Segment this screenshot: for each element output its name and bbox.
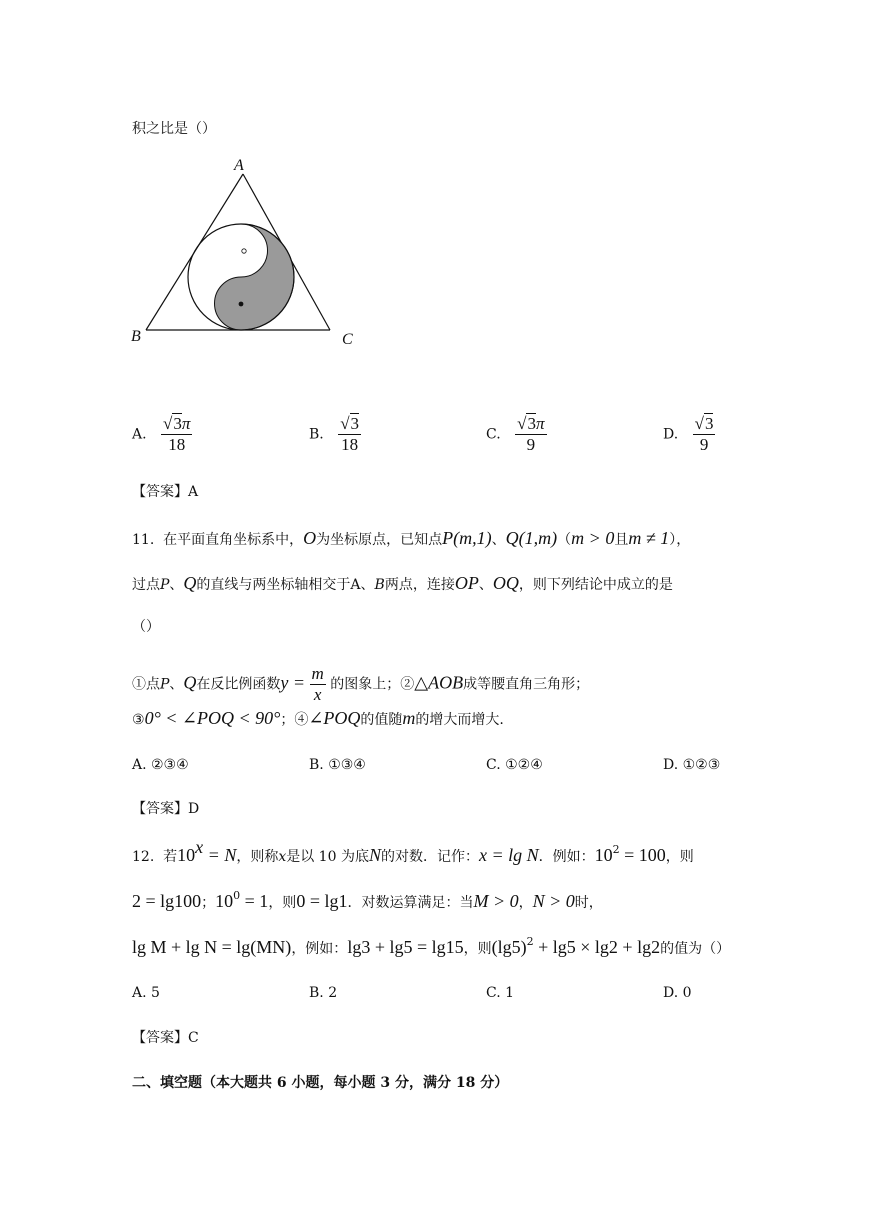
q11-line-1: 11. 在平面直角坐标系中，O为坐标原点，已知点P(m,1)、Q(1,m)（m > 0且m ≠ 1）， [132,528,691,548]
q11-option-a[interactable]: A. ②③④ [132,757,189,773]
q12-option-c[interactable]: C. 1 [486,985,515,1001]
section-2-title: 二、填空题（本大题共 6 小题，每小题 3 分，满分 18 分） [132,1075,509,1091]
q10-option-a[interactable]: A. $\frac{√3\pi}{18}$ [132,414,191,454]
q11-answer: 【答案】D [132,801,200,817]
q12-option-b[interactable]: B. 2 [309,985,338,1001]
q10-option-b[interactable]: B. $\frac{√3}{18}$ [309,414,360,454]
q11-option-b[interactable]: B. ①③④ [309,757,366,773]
label-B: B [131,328,141,345]
q12-line-2: 2 = lg100；$10^0 = 1$，则0 = lg1．对数运算满足：当M > 0，N > 0时， [132,889,603,911]
label-C: C [342,331,353,348]
q10-answer: 【答案】A [132,484,199,500]
q10-option-d[interactable]: D. $\frac{√3}{9}$ [663,414,714,454]
taiji-symbol [188,224,294,330]
q12-answer: 【答案】C [132,1030,199,1046]
q10-tail: 积之比是（） [132,121,216,137]
label-A: A [234,157,244,174]
q12-line-1: 12. 若$10^x = N$，则称x是以 10 为底N的对数．记作：x = lg N．例如：$10^2 = 100$，则 [132,837,694,865]
q10-option-c[interactable]: C. $\frac{√3\pi}{9}$ [486,414,545,454]
q11-line-2: 过点P、Q的直线与两坐标轴相交于A、B两点，连接OP、OQ，则下列结论中成立的是 [132,573,673,593]
q12-option-a[interactable]: A. 5 [132,985,160,1001]
q11-line-3: （） [132,619,160,635]
q12-line-3: lg M + lg N = lg(MN)，例如：lg3 + lg5 = lg15，则$(\lg 5)^2 + \lg 5 \times \lg 2 + \lg 2$的值为（） [132,935,731,957]
q12-option-d[interactable]: D. 0 [663,985,692,1001]
q11-line-4: ①点P、Q在反比例函数y = $\frac{m}{x}$ 的图象上；②△AOB成等腰直角三角形； [132,664,590,704]
q11-option-d[interactable]: D. ①②③ [663,757,721,773]
q11-option-c[interactable]: C. ①②④ [486,757,543,773]
q11-line-5: ③0° < ∠POQ < 90°；④∠POQ的值随m的增大而增大. [132,708,504,728]
